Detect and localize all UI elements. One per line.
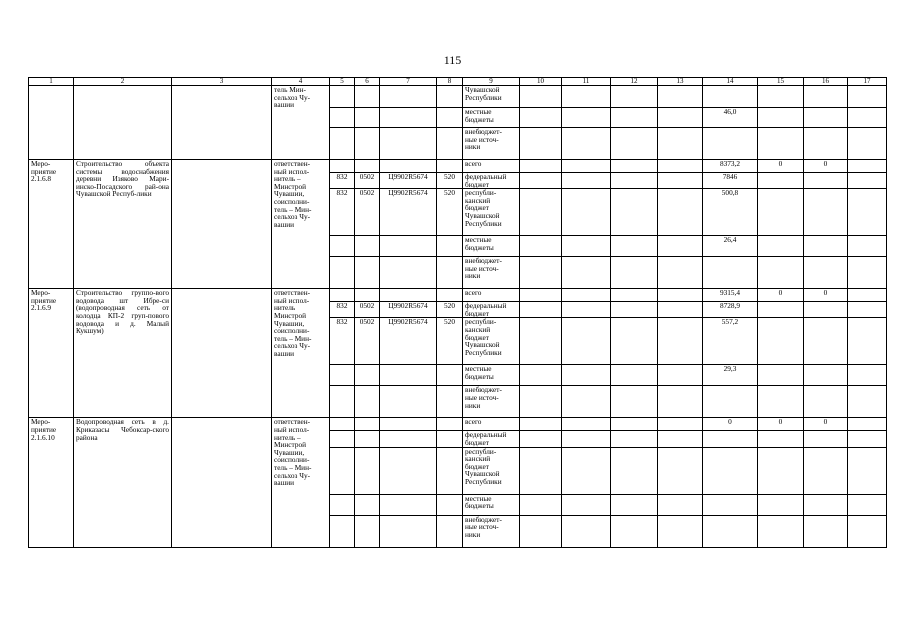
value-cell [520, 160, 562, 173]
value-cell [703, 431, 758, 447]
value-cell [658, 86, 703, 108]
value-cell [520, 128, 562, 160]
expense-type-cell [437, 257, 463, 289]
funding-source-cell: внебюджет- ные источ- ники [463, 128, 520, 160]
expense-type-cell [437, 447, 463, 494]
value-cell: 0 [758, 418, 804, 431]
value-cell [804, 128, 848, 160]
value-cell [848, 160, 887, 173]
value-cell [848, 386, 887, 418]
value-cell [658, 302, 703, 318]
section-code-cell [355, 515, 380, 547]
value-cell [848, 289, 887, 302]
value-cell [611, 365, 658, 386]
value-cell [658, 173, 703, 189]
value-cell [848, 128, 887, 160]
value-cell [804, 318, 848, 365]
grbs-code-cell [330, 160, 355, 173]
value-cell [562, 515, 611, 547]
value-cell [520, 108, 562, 128]
code-cell [355, 86, 380, 108]
expense-type-cell [437, 160, 463, 173]
funding-source-cell: всего [463, 160, 520, 173]
value-cell [611, 86, 658, 108]
executor-cell: тель Мин- сельхоз Чу- вашии [272, 86, 330, 160]
value-cell [562, 302, 611, 318]
value-cell [758, 236, 804, 257]
value-cell [658, 418, 703, 431]
target-article-cell: Ц9902R5674 [380, 173, 437, 189]
value-cell [658, 318, 703, 365]
table-row [29, 289, 887, 302]
value-cell: 8728,9 [703, 302, 758, 318]
section-code-cell: 0502 [355, 302, 380, 318]
funding-source-cell: федеральный бюджет [463, 173, 520, 189]
value-cell [611, 128, 658, 160]
grbs-code-cell [330, 289, 355, 302]
expense-type-cell [437, 494, 463, 515]
column-header-5: 5 [330, 78, 355, 86]
expense-type-cell [437, 289, 463, 302]
value-cell [703, 257, 758, 289]
funding-source-cell: внебюджет- ные источ- ники [463, 257, 520, 289]
column-header-10: 10 [520, 78, 562, 86]
funding-source-cell: всего [463, 418, 520, 431]
value-cell [611, 318, 658, 365]
value-cell [658, 160, 703, 173]
column-header-11: 11 [562, 78, 611, 86]
value-cell [520, 515, 562, 547]
funding-source-cell: федеральный бюджет [463, 302, 520, 318]
value-cell [611, 494, 658, 515]
value-cell [520, 386, 562, 418]
value-cell [703, 447, 758, 494]
column-header-13: 13 [658, 78, 703, 86]
value-cell [804, 108, 848, 128]
value-cell [520, 173, 562, 189]
target-article-cell [380, 418, 437, 431]
measure-name-cell: Строительство объекта системы водоснабжения деревни Изяково Мари-инско-Посадского рай-она Чувашской Респуб-лики [74, 160, 172, 289]
code-cell [355, 128, 380, 160]
section-code-cell [355, 257, 380, 289]
section-code-cell [355, 494, 380, 515]
grbs-code-cell [330, 257, 355, 289]
value-cell [658, 494, 703, 515]
value-cell: 0 [758, 160, 804, 173]
code-cell [330, 86, 355, 108]
value-cell [658, 515, 703, 547]
grbs-code-cell [330, 515, 355, 547]
value-cell [758, 365, 804, 386]
funding-source-cell: местные бюджеты [463, 365, 520, 386]
value-cell: 500,8 [703, 189, 758, 236]
value-cell [520, 494, 562, 515]
empty-cell [172, 289, 272, 418]
executor-cell: ответствен- ный испол- нитель Минстрой Чувашии, соисполни- тель – Мин- сельхоз Чу- вашии [272, 289, 330, 418]
value-cell [562, 494, 611, 515]
value-cell [758, 447, 804, 494]
value-cell [804, 431, 848, 447]
target-article-cell [380, 386, 437, 418]
value-cell [758, 302, 804, 318]
column-header-14: 14 [703, 78, 758, 86]
value-cell [848, 418, 887, 431]
value-cell [520, 86, 562, 108]
value-cell [658, 386, 703, 418]
value-cell [804, 386, 848, 418]
column-header-row [29, 78, 887, 86]
column-header-1: 1 [29, 78, 74, 86]
value-cell [562, 447, 611, 494]
value-cell [611, 386, 658, 418]
target-article-cell [380, 236, 437, 257]
value-cell [758, 494, 804, 515]
value-cell [562, 236, 611, 257]
value-cell [611, 431, 658, 447]
page-number: 115 [443, 53, 462, 67]
column-header-12: 12 [611, 78, 658, 86]
value-cell [611, 302, 658, 318]
value-cell [804, 365, 848, 386]
funding-source-cell: внебюджет- ные источ- ники [463, 515, 520, 547]
value-cell [804, 257, 848, 289]
value-cell: 0 [758, 289, 804, 302]
target-article-cell [380, 365, 437, 386]
value-cell: 557,2 [703, 318, 758, 365]
value-cell [658, 128, 703, 160]
value-cell [520, 431, 562, 447]
value-cell [848, 494, 887, 515]
section-code-cell [355, 236, 380, 257]
value-cell [562, 318, 611, 365]
code-cell [380, 108, 437, 128]
section-code-cell [355, 431, 380, 447]
value-cell [758, 257, 804, 289]
value-cell [520, 236, 562, 257]
value-cell [703, 86, 758, 108]
value-cell [520, 447, 562, 494]
value-cell [848, 108, 887, 128]
code-cell [437, 108, 463, 128]
value-cell [562, 386, 611, 418]
value-cell: 0 [804, 289, 848, 302]
grbs-code-cell [330, 494, 355, 515]
value-cell [611, 189, 658, 236]
value-cell [804, 173, 848, 189]
value-cell [848, 189, 887, 236]
value-cell [562, 289, 611, 302]
funding-source-cell: республи- канский бюджет Чувашской Республики [463, 189, 520, 236]
funding-source-cell: местные бюджеты [463, 108, 520, 128]
target-article-cell [380, 257, 437, 289]
value-cell [658, 447, 703, 494]
value-cell [703, 494, 758, 515]
expense-type-cell: 520 [437, 318, 463, 365]
value-cell [703, 128, 758, 160]
value-cell: 7846 [703, 173, 758, 189]
target-article-cell [380, 515, 437, 547]
value-cell [848, 431, 887, 447]
section-code-cell: 0502 [355, 173, 380, 189]
value-cell: 46,0 [703, 108, 758, 128]
value-cell [520, 189, 562, 236]
section-code-cell [355, 289, 380, 302]
grbs-code-cell: 832 [330, 173, 355, 189]
section-code-cell: 0502 [355, 318, 380, 365]
section-code-cell [355, 447, 380, 494]
grbs-code-cell [330, 431, 355, 447]
value-cell [562, 418, 611, 431]
target-article-cell [380, 431, 437, 447]
section-code-cell: 0502 [355, 189, 380, 236]
grbs-code-cell [330, 386, 355, 418]
value-cell [520, 418, 562, 431]
measure-name-cell [74, 86, 172, 160]
value-cell [758, 173, 804, 189]
value-cell [562, 128, 611, 160]
value-cell [611, 173, 658, 189]
value-cell [562, 257, 611, 289]
grbs-code-cell: 832 [330, 302, 355, 318]
value-cell [758, 128, 804, 160]
column-header-16: 16 [804, 78, 848, 86]
funding-source-cell: внебюджет- ные источ- ники [463, 386, 520, 418]
expense-type-cell [437, 515, 463, 547]
code-cell [355, 108, 380, 128]
value-cell [703, 515, 758, 547]
column-header-3: 3 [172, 78, 272, 86]
code-cell [437, 128, 463, 160]
grbs-code-cell [330, 236, 355, 257]
value-cell [703, 386, 758, 418]
target-article-cell: Ц9902R5674 [380, 318, 437, 365]
value-cell [611, 515, 658, 547]
value-cell [758, 431, 804, 447]
value-cell [520, 302, 562, 318]
funding-source-cell: местные бюджеты [463, 494, 520, 515]
program-table [28, 77, 887, 548]
value-cell [562, 365, 611, 386]
value-cell [658, 108, 703, 128]
column-header-9: 9 [463, 78, 520, 86]
measure-id-cell: Меро- приятие 2.1.6.10 [29, 418, 74, 547]
code-cell [330, 128, 355, 160]
expense-type-cell: 520 [437, 189, 463, 236]
expense-type-cell [437, 418, 463, 431]
code-cell [330, 108, 355, 128]
code-cell [437, 86, 463, 108]
value-cell [848, 318, 887, 365]
funding-source-cell: местные бюджеты [463, 236, 520, 257]
value-cell [848, 86, 887, 108]
value-cell [658, 365, 703, 386]
table-row [29, 86, 887, 108]
value-cell [848, 365, 887, 386]
column-header-8: 8 [437, 78, 463, 86]
measure-id-cell: Меро- приятие 2.1.6.8 [29, 160, 74, 289]
measure-id-cell: Меро- приятие 2.1.6.9 [29, 289, 74, 418]
value-cell [562, 108, 611, 128]
value-cell [562, 189, 611, 236]
section-code-cell [355, 418, 380, 431]
value-cell [611, 108, 658, 128]
executor-cell: ответствен- ный испол- нитель – Минстрой Чувашии, соисполни- тель – Мин- сельхоз Чу- вашии [272, 418, 330, 547]
grbs-code-cell [330, 447, 355, 494]
column-header-2: 2 [74, 78, 172, 86]
target-article-cell [380, 494, 437, 515]
value-cell [804, 189, 848, 236]
expense-type-cell: 520 [437, 173, 463, 189]
empty-cell [172, 86, 272, 160]
value-cell [848, 236, 887, 257]
value-cell [848, 257, 887, 289]
value-cell [804, 494, 848, 515]
value-cell [658, 189, 703, 236]
value-cell: 9315,4 [703, 289, 758, 302]
value-cell [611, 418, 658, 431]
value-cell [520, 318, 562, 365]
value-cell [804, 236, 848, 257]
value-cell [848, 447, 887, 494]
value-cell [562, 173, 611, 189]
measure-name-cell: Строительство группо-вого водовода шт Ибре-си (водопроводная сеть от колодца КП-2 груп-пового водовода и д. Малый Кукшум) [74, 289, 172, 418]
funding-source-cell: республи- канский бюджет Чувашской Республики [463, 318, 520, 365]
executor-cell: ответствен- ный испол- нитель – Минстрой Чувашии, соисполни- тель – Мин- сельхоз Чу- вашии [272, 160, 330, 289]
value-cell [848, 302, 887, 318]
value-cell: 0 [804, 418, 848, 431]
value-cell [758, 86, 804, 108]
column-header-6: 6 [355, 78, 380, 86]
value-cell [848, 173, 887, 189]
value-cell [804, 447, 848, 494]
value-cell [562, 160, 611, 173]
value-cell [804, 515, 848, 547]
value-cell [611, 257, 658, 289]
value-cell: 0 [804, 160, 848, 173]
value-cell [804, 86, 848, 108]
value-cell [520, 257, 562, 289]
funding-source-cell: всего [463, 289, 520, 302]
value-cell [804, 302, 848, 318]
value-cell [758, 189, 804, 236]
value-cell [611, 289, 658, 302]
grbs-code-cell: 832 [330, 189, 355, 236]
target-article-cell [380, 160, 437, 173]
section-code-cell [355, 365, 380, 386]
target-article-cell: Ц9902R5674 [380, 302, 437, 318]
measure-id-cell [29, 86, 74, 160]
measure-name-cell: Водопроводная сеть в д. Криказасы Чебоксар-ского района [74, 418, 172, 547]
expense-type-cell [437, 236, 463, 257]
section-code-cell [355, 386, 380, 418]
column-header-17: 17 [848, 78, 887, 86]
value-cell [520, 365, 562, 386]
value-cell [658, 257, 703, 289]
value-cell [562, 86, 611, 108]
value-cell [658, 431, 703, 447]
value-cell [658, 289, 703, 302]
value-cell [611, 236, 658, 257]
value-cell: 0 [703, 418, 758, 431]
value-cell: 29,3 [703, 365, 758, 386]
funding-source-cell: Чувашской Республики [463, 86, 520, 108]
grbs-code-cell [330, 365, 355, 386]
target-article-cell [380, 289, 437, 302]
value-cell [658, 236, 703, 257]
column-header-7: 7 [380, 78, 437, 86]
value-cell [520, 289, 562, 302]
funding-source-cell: федеральный бюджет [463, 431, 520, 447]
target-article-cell: Ц9902R5674 [380, 189, 437, 236]
empty-cell [172, 418, 272, 547]
grbs-code-cell: 832 [330, 318, 355, 365]
value-cell: 26,4 [703, 236, 758, 257]
empty-cell [172, 160, 272, 289]
funding-source-cell: республи- канский бюджет Чувашской Республики [463, 447, 520, 494]
section-code-cell [355, 160, 380, 173]
value-cell [611, 160, 658, 173]
target-article-cell [380, 447, 437, 494]
code-cell [380, 128, 437, 160]
value-cell: 8373,2 [703, 160, 758, 173]
grbs-code-cell [330, 418, 355, 431]
value-cell [562, 431, 611, 447]
column-header-4: 4 [272, 78, 330, 86]
expense-type-cell [437, 365, 463, 386]
expense-type-cell [437, 431, 463, 447]
table-row [29, 418, 887, 431]
value-cell [758, 108, 804, 128]
expense-type-cell [437, 386, 463, 418]
value-cell [611, 447, 658, 494]
table-row [29, 160, 887, 173]
value-cell [848, 515, 887, 547]
value-cell [758, 318, 804, 365]
code-cell [380, 86, 437, 108]
value-cell [758, 386, 804, 418]
expense-type-cell: 520 [437, 302, 463, 318]
column-header-15: 15 [758, 78, 804, 86]
value-cell [758, 515, 804, 547]
